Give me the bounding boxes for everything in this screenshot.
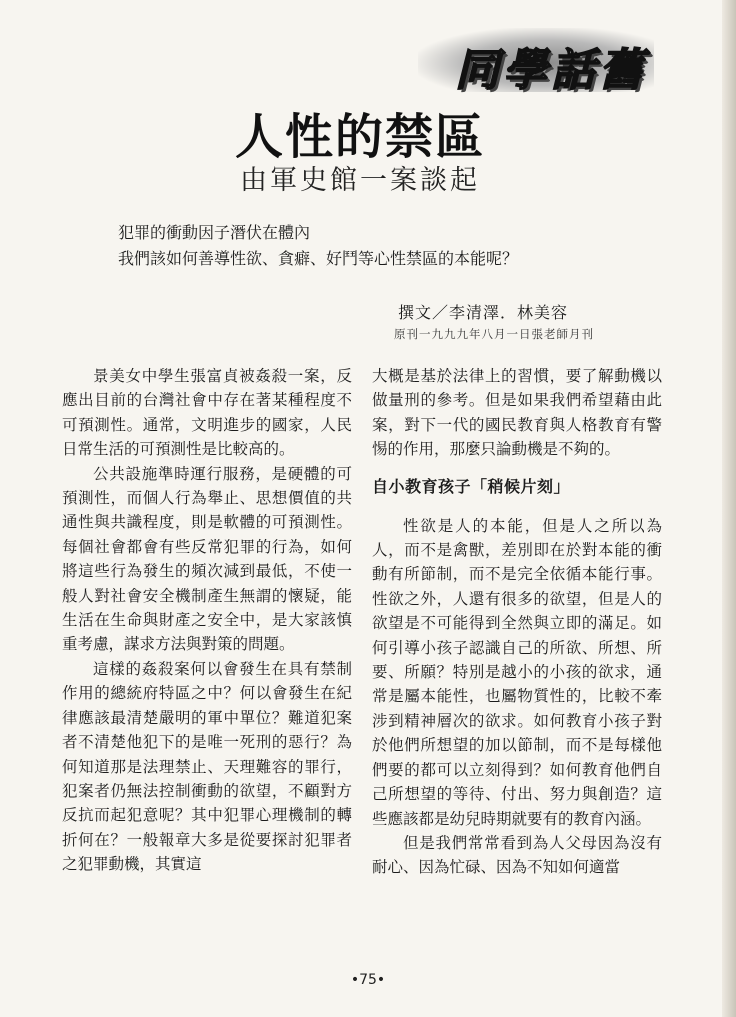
article-subtitle: 由軍史館一案談起	[240, 165, 480, 196]
source-note: 原刊一九九九年八月一日張老師月刊	[394, 327, 594, 341]
lede-line: 犯罪的衝動因子潛伏在體內	[118, 223, 311, 242]
lede-line: 我們該如何善導性欲、貪癖、好鬥等心性禁區的本能呢？	[118, 249, 519, 268]
page-binding-shadow	[722, 0, 736, 1017]
paragraph: 性欲是人的本能，但是人之所以為人，而不是禽獸，差別即在於對本能的衝動有所節制，而不是完全依循本能行事。性欲之外，人還有很多的欲望，但是人的欲望是不可能得到全然與立即的滿足。如何引導小孩子認識自己的所欲、所想、所要、所願？特別是越小的小孩的欲求，通常是屬本能性，也屬物質性的，比較不牽涉到精神層次的欲求。如何教育小孩子對於他們所想望的加以節制，而不是每樣他們要的都可以立刻得到？如何教育他們自己所想望的等待、付出、努力與創造？這些應該都是幼兒時期就要有的教育內涵。	[372, 516, 662, 828]
text-column-left	[62, 364, 352, 877]
page-number: •75•	[350, 972, 386, 988]
article-lede	[118, 220, 638, 272]
paragraph: 這樣的姦殺案何以會發生在具有禁制作用的總統府特區之中？何以會發生在紀律應該最清楚嚴明的軍中單位？難道犯案者不清楚他犯下的是唯一死刑的惡行？為何知道那是法理禁止、天理難容的罪行，犯案者仍無法控制衝動的欲望，不顧對方反抗而起犯意呢？其中犯罪心理機制的轉折何在？一般報章大多是從要探討犯罪者之犯罪動機，其實這	[62, 659, 352, 874]
paragraph: 但是我們常常看到為人父母因為沒有耐心、因為忙碌、因為不知如何適當	[372, 833, 662, 877]
text-column-right	[372, 364, 662, 880]
paragraph: 公共設施準時運行服務，是硬體的可預測性，而個人行為舉止、思想價值的共通性與共識程度，則是軟體的可預測性。每個社會都會有些反常犯罪的行為，如何將這些行為發生的頻次減到最低，不使一般人對社會安全機制產生無謂的懷疑，能生活在生命與財產之安全中，是大家該慎重考慮，謀求方法與對策的問題。	[62, 464, 352, 654]
column-name: 同學話舊	[455, 45, 647, 96]
byline: 撰文／李清澤．林美容	[398, 303, 569, 322]
column-banner	[418, 28, 654, 96]
paragraph-continued: 大概是基於法律上的習慣，要了解動機以做量刑的參考。但是如果我們希望藉由此案，對下一代的國民教育與人格教育有警惕的作用，那麼只論動機是不夠的。	[372, 367, 662, 459]
article-title: 人性的禁區	[234, 109, 485, 165]
section-heading: 自小教育孩子「稍候片刻」	[372, 476, 571, 496]
paragraph: 景美女中學生張富貞被姦殺一案，反應出目前的台灣社會中存在著某種程度不可預測性。通常，文明進步的國家，人民日常生活的可預測性是比較高的。	[62, 367, 352, 459]
